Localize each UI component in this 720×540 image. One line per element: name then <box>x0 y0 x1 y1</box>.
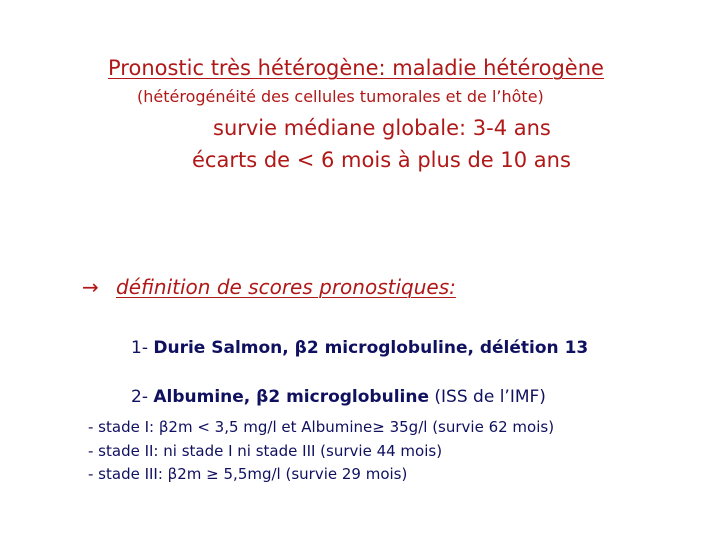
stade-2-line: - stade II: ni stade I ni stade III (survie 44 mois) <box>88 442 443 460</box>
score-1-bold: Durie Salmon, β2 microglobuline, délétion 13 <box>153 338 589 358</box>
score-1-prefix: 1- <box>131 338 154 358</box>
stade-3-line: - stade III: β2m ≥ 5,5mg/l (survie 29 mois) <box>88 465 408 483</box>
stade-1-line: - stade I: β2m < 3,5 mg/l et Albumine≥ 35g/l (survie 62 mois) <box>88 418 555 436</box>
survie-mediane-line: survie médiane globale: 3-4 ans <box>213 116 551 140</box>
ecarts-line: écarts de < 6 mois à plus de 10 ans <box>192 148 571 172</box>
definition-text: définition de scores pronostiques: <box>116 275 456 299</box>
score-2-rest: (ISS de l’IMF) <box>429 387 546 407</box>
score-2-bold: Albumine, β2 microglobuline <box>153 387 429 407</box>
slide-subtitle: (hétérogénéité des cellules tumorales et de l’hôte) <box>137 87 544 106</box>
score-2-prefix: 2- <box>131 387 154 407</box>
score-1 <box>131 338 588 358</box>
score-2 <box>131 387 546 407</box>
right-arrow-icon: → <box>82 275 99 299</box>
definition-heading <box>82 275 456 299</box>
slide-title: Pronostic très hétérogène: maladie hétérogène <box>108 56 604 80</box>
